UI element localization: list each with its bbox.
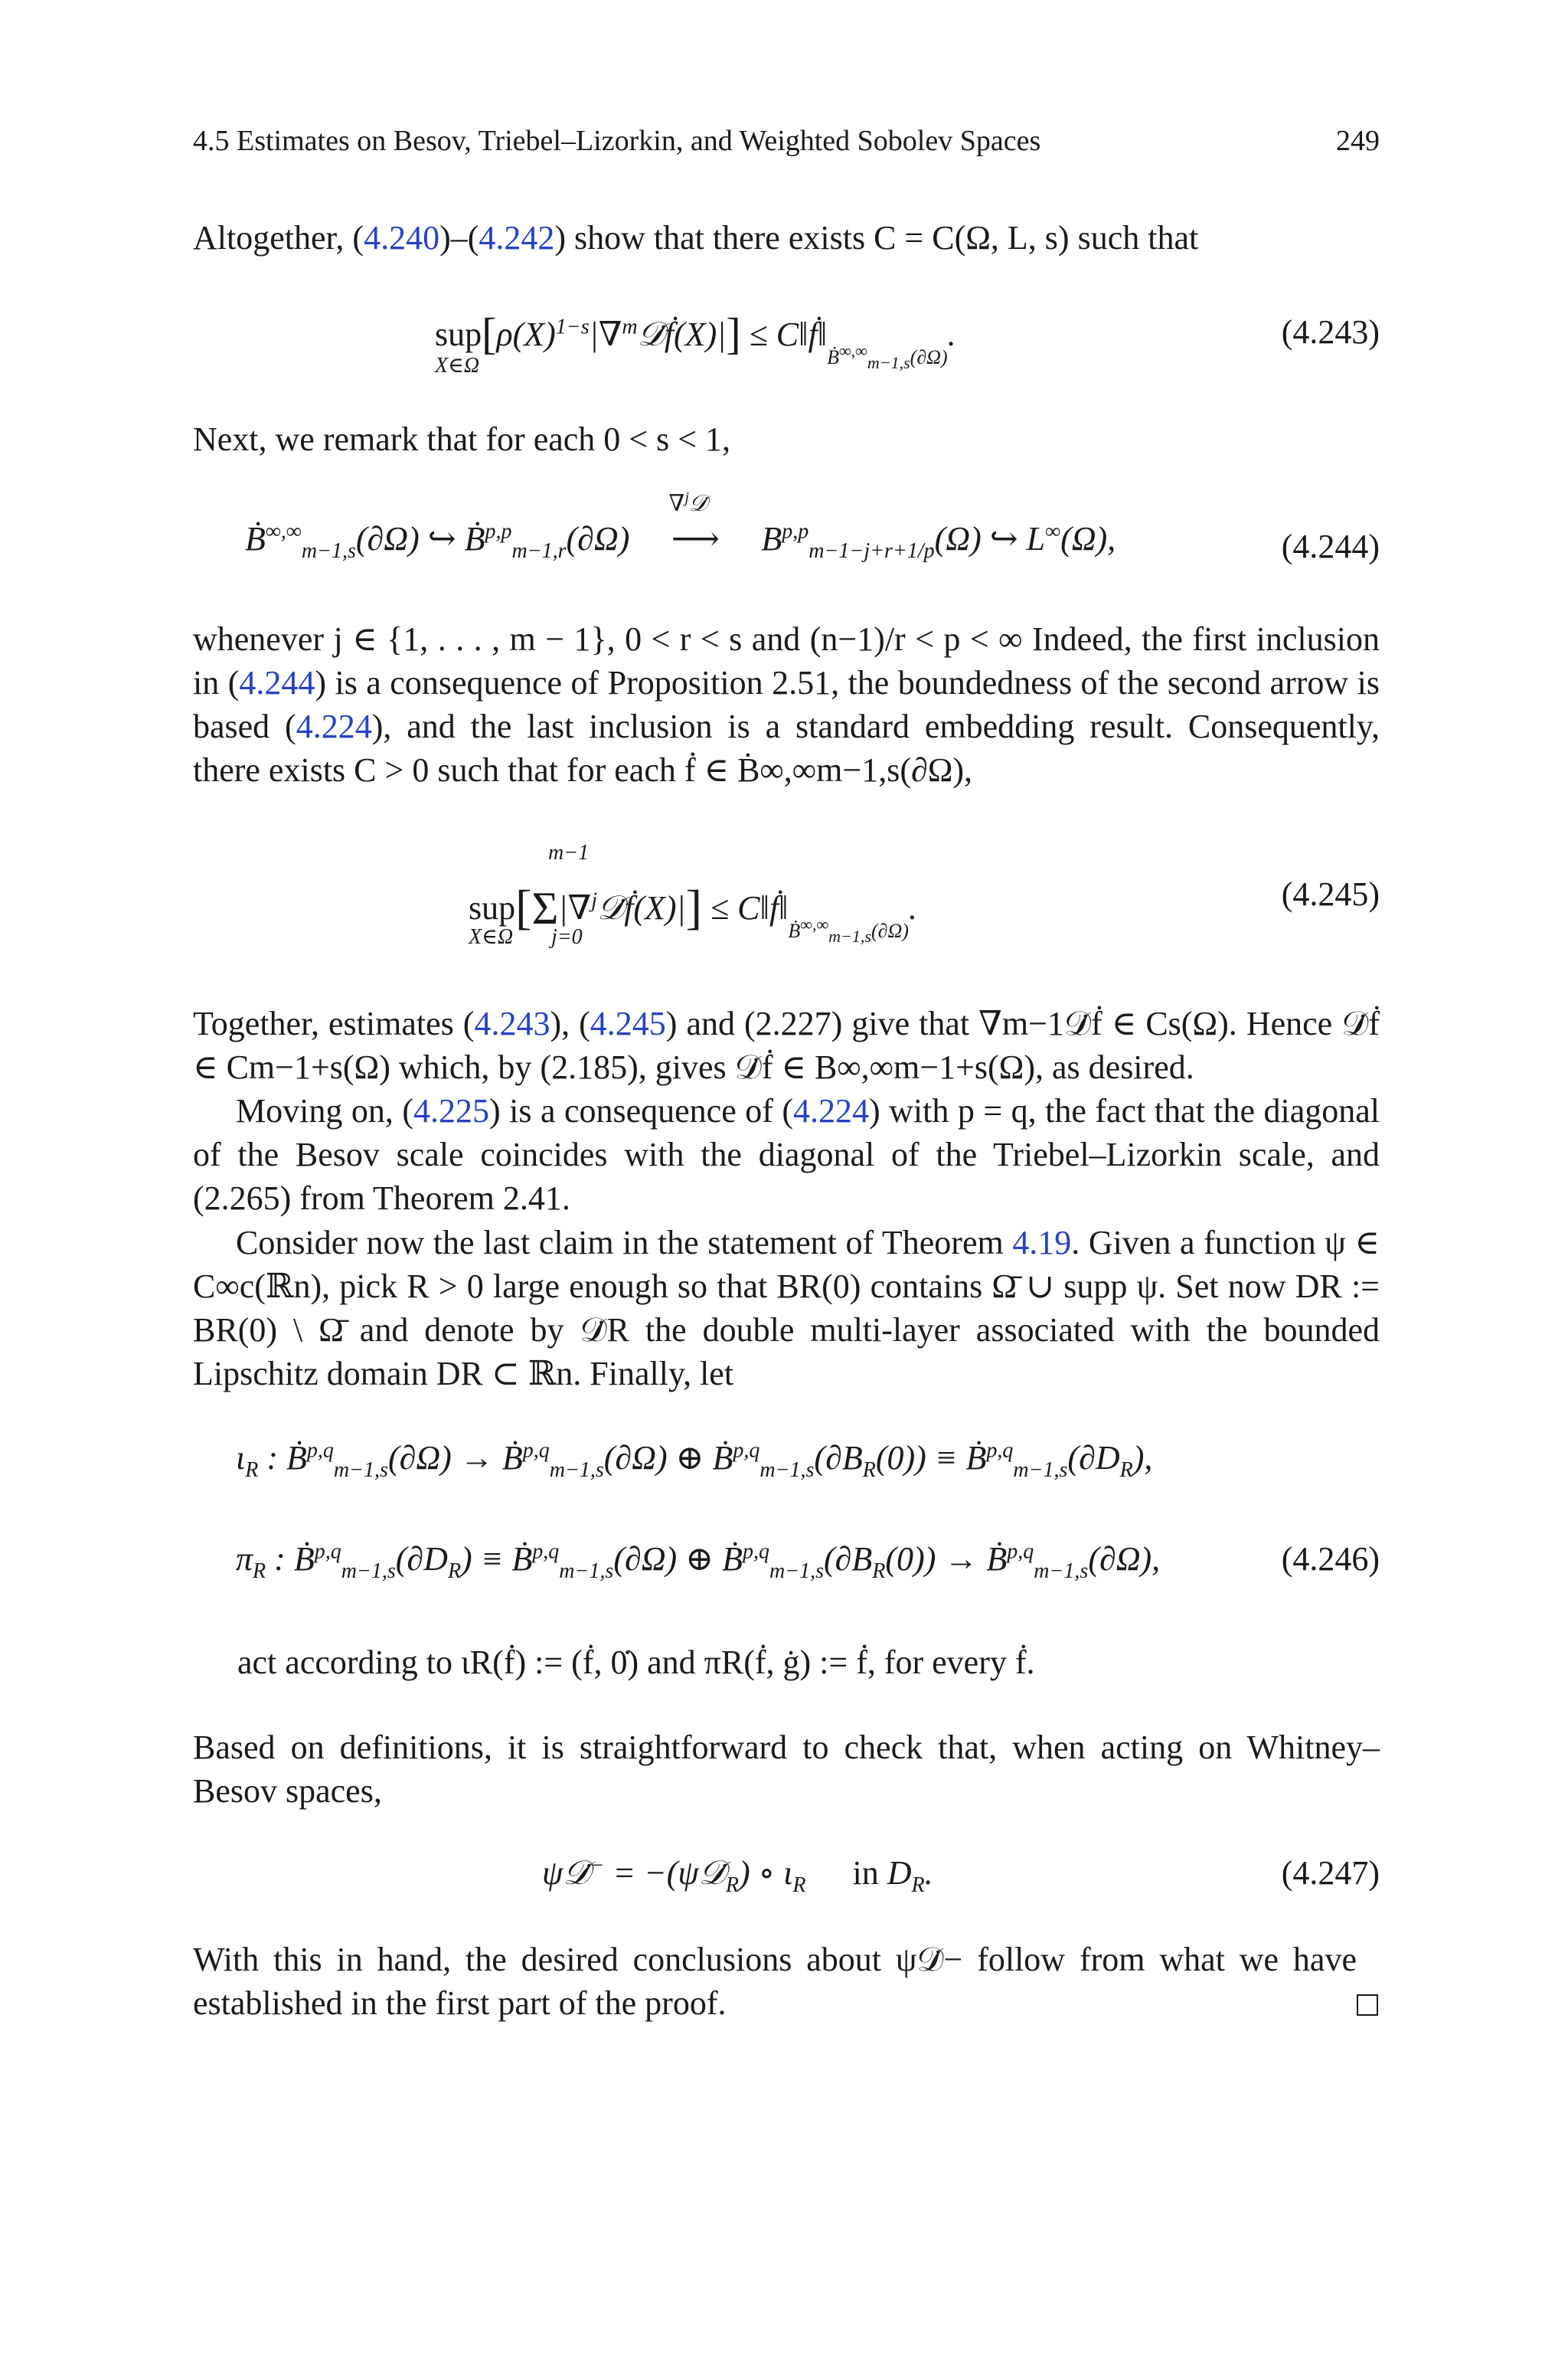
equation-4-247: ψ𝒟̇− = $-(\psi 𝒟̇_R)$ ∘ $\iota_R$ in $D_R$. (542, 1853, 933, 1897)
text-run: )–( (439, 219, 479, 257)
paragraph-act-according: act according to ιR(ḟ) := (ḟ, 0̇) and πR(ḟ, ġ) := ḟ, for every ḟ. (237, 1644, 1035, 1681)
equation-link-4-224[interactable]: 4.224 (793, 1092, 870, 1130)
equation-link-4-225[interactable]: 4.225 (413, 1092, 489, 1130)
qed-square-icon (1357, 1994, 1378, 2016)
equation-link-4-224[interactable]: 4.224 (296, 708, 372, 745)
sup-subscript: X∈Ω (435, 354, 480, 378)
text-run: . Given a function ψ ∈ C∞c(ℝn), pick R > 0 large enough so that BR(0) contains Ω̄ ∪ supp ψ. Set now DR := BR(0) \ Ω̄ and denote by 𝒟̇R the double multi-layer associated with the bounded Lipschitz domain DR ⊂ ℝn. Finally, let (193, 1224, 1380, 1392)
paragraph-together (193, 1002, 1380, 1089)
equation-link-4-240[interactable]: 4.240 (364, 219, 440, 257)
text-run: ), and the last inclusion is a standard embedding result. Consequently, there exists C > 0 such that for each ḟ ∈ Ḃ∞,∞m−1,s(∂Ω), (193, 708, 1380, 789)
equation-number-4-246: (4.246) (1281, 1540, 1380, 1578)
equation-number-4-243: (4.243) (1281, 313, 1380, 351)
sup-subscript: X∈Ω (469, 925, 514, 949)
text-run: Consider now the last claim in the statement of Theorem (236, 1224, 1013, 1261)
equation-4-246-iota: $\iota_R$ : Ḃ$^{p,q}_{m-1,s}$(∂Ω) → Ḃ$^{p,q}_{m-1,s}$(∂Ω) ⊕ $Ḃ^{p,q}_{m-1,s}(\partial B_R(0))$ ≡ $Ḃ^{p,q}_{m-1,s}(\partial D_R)$, (236, 1438, 1153, 1482)
text-run: Moving on, ( (236, 1092, 413, 1130)
paragraph-whenever (193, 617, 1380, 792)
paragraph-based-on: Based on definitions, it is straightforward to check that, when acting on Whitney–Besov spaces, (193, 1729, 1380, 1810)
paragraph-moving-on (193, 1089, 1380, 1220)
paragraph-consider (193, 1221, 1380, 1395)
text-run: ) and (2.227) give that ∇m−1𝒟̇ḟ ∈ Cs(Ω). Hence 𝒟̇ḟ ∈ Cm−1+s(Ω) which, by (2.185), gives 𝒟̇ḟ ∈ B∞,∞m−1+s(Ω), as desired. (193, 1005, 1380, 1086)
equation-number-4-245: (4.245) (1281, 875, 1380, 913)
equation-link-4-245[interactable]: 4.245 (590, 1005, 666, 1042)
text-run: whenever j ∈ {1, . . . , m − 1}, 0 < r < s and (n−1)/r < p < ∞ Indeed, the first inclusion in ( (193, 620, 1380, 702)
page-number: 249 (1336, 125, 1380, 157)
theorem-link-4-19[interactable]: 4.19 (1012, 1224, 1072, 1261)
equation-4-245: sup[Σ|∇$^j$𝒟̇ḟ(X)|] ≤ $C‖ḟ‖_{Ḃ^{\infty,\infty}_{m-1,s}(\partial\Omega)}$. (469, 880, 917, 946)
sum-upper-limit: m−1 (548, 841, 590, 865)
equation-4-243: $sup[\rho(X)^{1-s}|\nabla^m𝒟̇ḟ(X)|]$ ≤ $C‖ḟ‖_{Ḃ^{\infty,\infty}_{m-1,s}(\partial\Omega)}$. (435, 309, 956, 372)
text-run: Altogether, ( (193, 219, 364, 257)
paragraph-with-this: With this in hand, the desired conclusions about ψ𝒟̇− follow from what we have established in the first part of the proof. (193, 1941, 1357, 2022)
text-run: ) is a consequence of ( (488, 1092, 794, 1130)
equation-link-4-244[interactable]: 4.244 (239, 664, 315, 702)
text-run: ) is a consequence of Proposition 2.51, the boundedness of the second arrow is based ( (193, 664, 1380, 745)
paragraph-altogether (193, 216, 1380, 260)
running-header: 4.5 Estimates on Besov, Triebel–Lizorkin, and Weighted Sobolev Spaces (193, 125, 1041, 157)
text-run: ), ( (550, 1005, 590, 1042)
text-run: ) show that there exists C = C(Ω, L, s) such that (554, 219, 1199, 257)
equation-number-4-247: (4.247) (1281, 1854, 1380, 1892)
equation-4-244: Ḃ∞,∞$_{m-1,s}$(∂Ω) ↪ Ḃ$^{p,p}_{m-1,r}$(∂Ω) ∇$^j$𝒟̇ ⟶ B$^{p,p}_{m-1-j+r+1/p}$(Ω) ↪ L∞(Ω), (245, 489, 1116, 563)
equation-link-4-242[interactable]: 4.242 (479, 219, 555, 257)
equation-number-4-244: (4.244) (1281, 528, 1380, 565)
sum-lower-limit: j=0 (551, 925, 583, 949)
paragraph-next: Next, we remark that for each 0 < s < 1, (193, 420, 731, 458)
equation-4-246-pi: $\pi_R$ : $Ḃ^{p,q}_{m-1,s}(\partial D_R)$ ≡ Ḃ$^{p,q}_{m-1,s}$(∂Ω) ⊕ $Ḃ^{p,q}_{m-1,s}(\partial B_R(0))$ → Ḃ$^{p,q}_{m-1,s}$(∂Ω), (236, 1539, 1161, 1583)
text-run: Together, estimates ( (193, 1005, 475, 1042)
text-run: ) with p = q, the fact that the diagonal of the Besov scale coincides with the diagonal of the Triebel–Lizorkin scale, and (2.265) from Theorem 2.41. (193, 1092, 1380, 1217)
equation-link-4-243[interactable]: 4.243 (474, 1005, 550, 1042)
